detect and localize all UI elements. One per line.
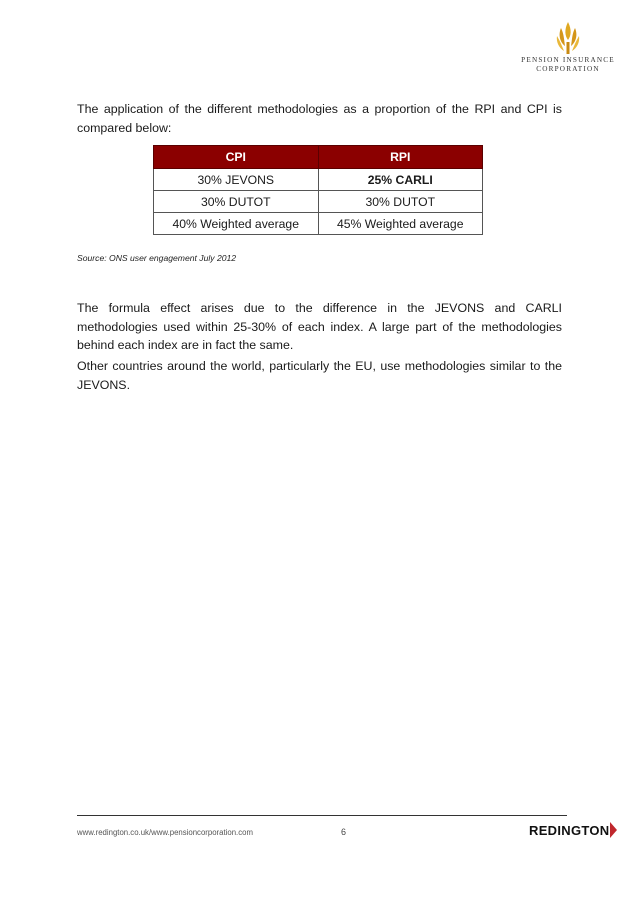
header-rpi: RPI	[318, 146, 483, 169]
table-row	[154, 191, 483, 213]
table-cell: 45% Weighted average	[318, 213, 483, 235]
table-row	[154, 169, 483, 191]
footer-url[interactable]: www.redington.co.uk/www.pensioncorporation.com	[77, 828, 253, 837]
table-cell: 25% CARLI	[318, 169, 483, 191]
table-cell: 40% Weighted average	[154, 213, 319, 235]
logo-line-2: CORPORATION	[536, 65, 600, 73]
red-chevron-icon	[610, 822, 617, 838]
logo-line-1: PENSION INSURANCE	[521, 56, 615, 64]
body-paragraph: The formula effect arises due to the difference in the JEVONS and CARLI methodologies used within 25-30% of each index. A large part of the methodologies behind each index are in fact the same.	[77, 301, 562, 352]
intro-paragraph: The application of the different methodologies as a proportion of the RPI and CPI is compared below:	[77, 102, 562, 135]
source-note: Source: ONS user engagement July 2012	[77, 253, 237, 263]
redington-logo	[529, 822, 617, 838]
body-paragraph: Other countries around the world, particularly the EU, use methodologies similar to the JEVONS.	[77, 359, 562, 392]
table-cell: 30% DUTOT	[154, 191, 319, 213]
table-cell: 30% JEVONS	[154, 169, 319, 191]
table-row	[154, 213, 483, 235]
methodology-table	[153, 145, 483, 235]
table-header-row	[154, 146, 483, 169]
pension-insurance-logo	[518, 20, 618, 80]
page-number: 6	[341, 827, 347, 837]
footer-divider	[77, 815, 567, 816]
brand-text: REDINGTON	[529, 823, 610, 838]
table-cell: 30% DUTOT	[318, 191, 483, 213]
header-cpi: CPI	[154, 146, 319, 169]
gold-flame-crest-icon	[553, 20, 583, 56]
